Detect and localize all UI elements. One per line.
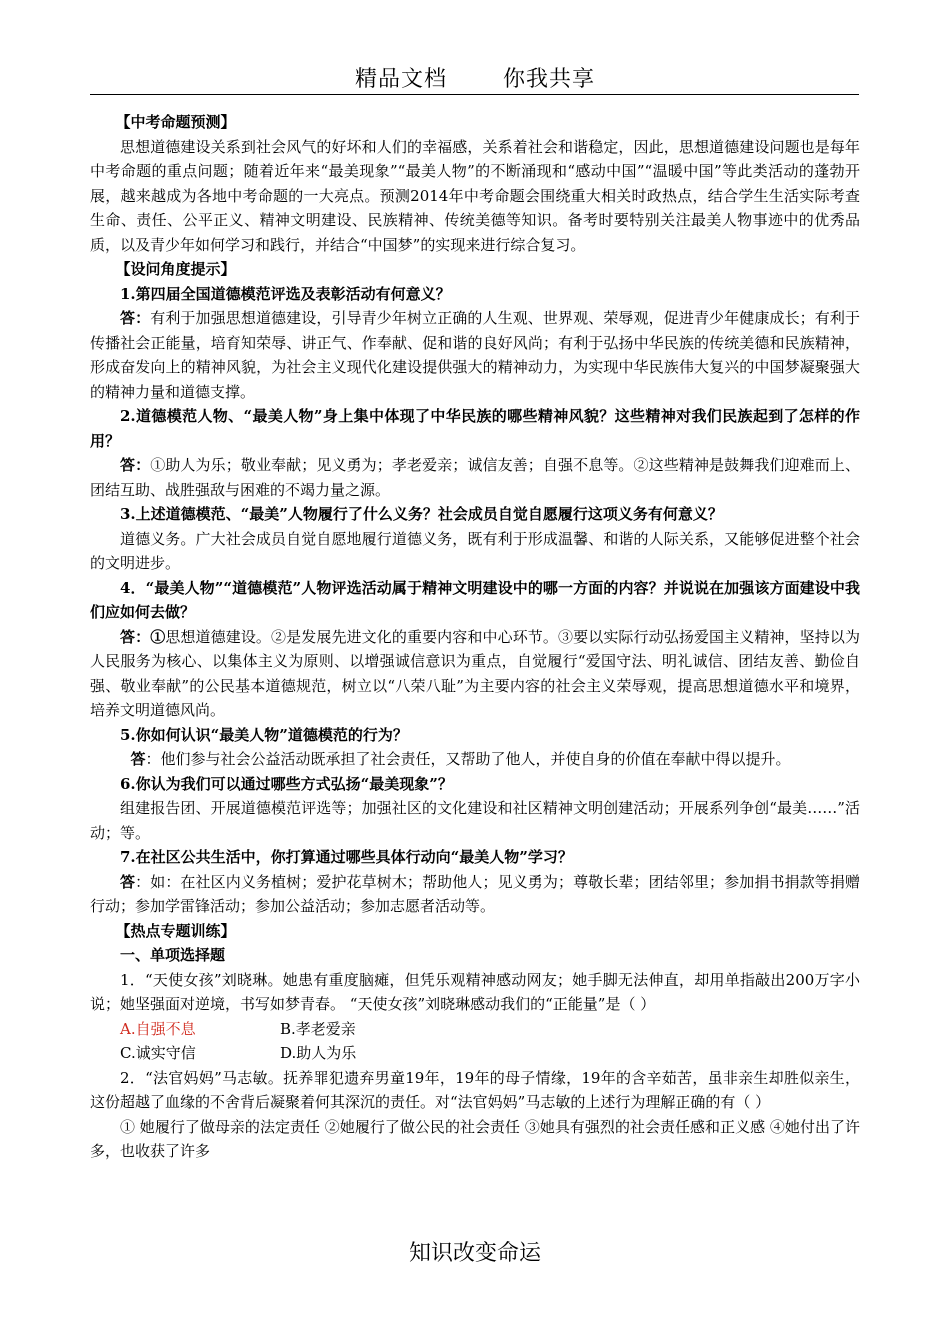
mc-options-row-2 (90, 1041, 860, 1066)
question-5: 5.你如何认识“最美人物”道德模范的行为？ (120, 725, 408, 744)
header-right: 你我共享 (503, 67, 596, 92)
question-6: 6.你认为我们可以通过哪些方式弘扬“最美现象”？ (120, 774, 453, 793)
option-d: D.助人为乐 (280, 1044, 357, 1062)
forecast-heading: 【中考命题预测】 (115, 113, 236, 131)
answer-1: 答：有利于加强思想道德建设，引导青少年树立正确的人生观、世界观、荣辱观，促进青少年健康成长；有利于传播社会正能量，培育知荣辱、讲正气、作奉献、促和谐的良好风尚；有利于弘扬中华民族的传统美德和民族精神，形成奋发向上的精神风貌，为社会主义现代化建设提供强大的精神动力，为实现中华民族伟大复兴的中国梦凝聚强大的精神力量和道德支撑。 (90, 309, 860, 401)
question-3: 3.上述道德模范、“最美”人物履行了什么义务？社会成员自觉自愿履行这项义务有何意义？ (120, 505, 723, 523)
mc-options-row-1 (90, 1017, 860, 1042)
mc-question-1: 1．“天使女孩”刘晓琳。她患有重度脑瘫，但凭乐观精神感动网友；她手脚无法伸直，却用单指敲出200万字小说；她坚强面对逆境，书写如梦青春。 “天使女孩”刘晓琳感动我们的“正能量”是（ ） (90, 970, 860, 1013)
option-b: B.孝老爱亲 (280, 1019, 356, 1038)
question-1: 1.第四届全国道德模范评选及表彰活动有何意义？ (120, 284, 451, 303)
answer-6: 组建报告团、开展道德模范评选等；加强社区的文化建设和社区精神文明创建活动；开展系列争创“最美……”活动；等。 (90, 799, 860, 842)
forecast-paragraph: 思想道德建设关系到社会风气的好坏和人们的幸福感，关系着社会和谐稳定，因此，思想道德建设问题也是每年中考命题的重点问题；随着近年来“最美现象”“最美人物”的不断涌现和“感动中国”“温暖中国”等此类活动的蓬勃开展，越来越成为各地中考命题的一大亮点。预测2014年中考命题会围绕重大相关时政热点，结合学生生活实际考查生命、责任、公平正义、精神文明建设、民族精神、传统美德等知识。备考时要特别关注最美人物事迹中的优秀品质，以及青少年如何学习和践行，并结合“中国梦”的实现来进行综合复习。 (90, 137, 860, 254)
document-body (90, 110, 860, 1164)
question-4: 4．“最美人物”“道德模范”人物评选活动属于精神文明建设中的哪一方面的内容？并说说在加强该方面建设中我们应如何去做？ (90, 578, 860, 621)
training-heading: 【热点专题训练】 (115, 921, 236, 940)
angle-heading: 【设问角度提示】 (115, 260, 236, 278)
header-left: 精品文档 (354, 67, 447, 92)
option-c: C.诚实守信 (120, 1044, 196, 1062)
question-2: 2.道德模范人物、“最美人物”身上集中体现了中华民族的哪些精神风貌？这些精神对我们民族起到了怎样的作用？ (90, 407, 860, 450)
page-header (0, 62, 950, 93)
answer-7: 答：如：在社区内义务植树；爱护花草树木；帮助他人；见义勇为；尊敬长辈；团结邻里；参加捐书捐款等捐赠行动；参加学雷锋活动；参加公益活动；参加志愿者活动等。 (90, 872, 860, 915)
answer-2: 答：①助人为乐；敬业奉献；见义勇为；孝老爱亲；诚信友善；自强不息等。②这些精神是鼓舞我们迎难而上、团结互助、战胜强敌与困难的不竭力量之源。 (90, 456, 860, 499)
answer-5: 答：他们参与社会公益活动既承担了社会责任，又帮助了他人，并使自身的价值在奉献中得以提升。 (130, 750, 791, 768)
mc-question-2-items: ① 她履行了做母亲的法定责任 ②她履行了做公民的社会责任 ③她具有强烈的社会责任感和正义感 ④她付出了许多，也收获了许多 (90, 1117, 860, 1160)
mc-question-2: 2．“法官妈妈”马志敏。抚养罪犯遗弃男童19年，19年的母子情缘，19年的含辛茹苦，虽非亲生却胜似亲生，这份超越了血缘的不舍背后凝聚着何其深沉的责任。对“法官妈妈”马志敏的上述行为理解正确的有（ ） (90, 1068, 860, 1111)
mc-heading: 一、单项选择题 (120, 946, 226, 964)
question-7: 7.在社区公共生活中，你打算通过哪些具体行动向“最美人物”学习？ (120, 848, 573, 866)
header-rule (90, 94, 859, 95)
page-footer: 知识改变命运 (408, 1241, 541, 1266)
option-a: A.自强不息 (120, 1019, 196, 1038)
answer-3: 道德义务。广大社会成员自觉自愿地履行道德义务，既有利于形成温馨、和谐的人际关系，又能够促进整个社会的文明进步。 (90, 529, 860, 572)
answer-4: 答：①思想道德建设。②是发展先进文化的重要内容和中心环节。③要以实际行动弘扬爱国主义精神，坚持以为人民服务为核心、以集体主义为原则、以增强诚信意识为重点，自觉履行“爱国守法、明礼诚信、团结友善、勤俭自强、敬业奉献”的公民基本道德规范，树立以“八荣八耻”为主要内容的社会主义荣辱观，提高思想道德水平和境界，培养文明道德风尚。 (90, 627, 860, 719)
